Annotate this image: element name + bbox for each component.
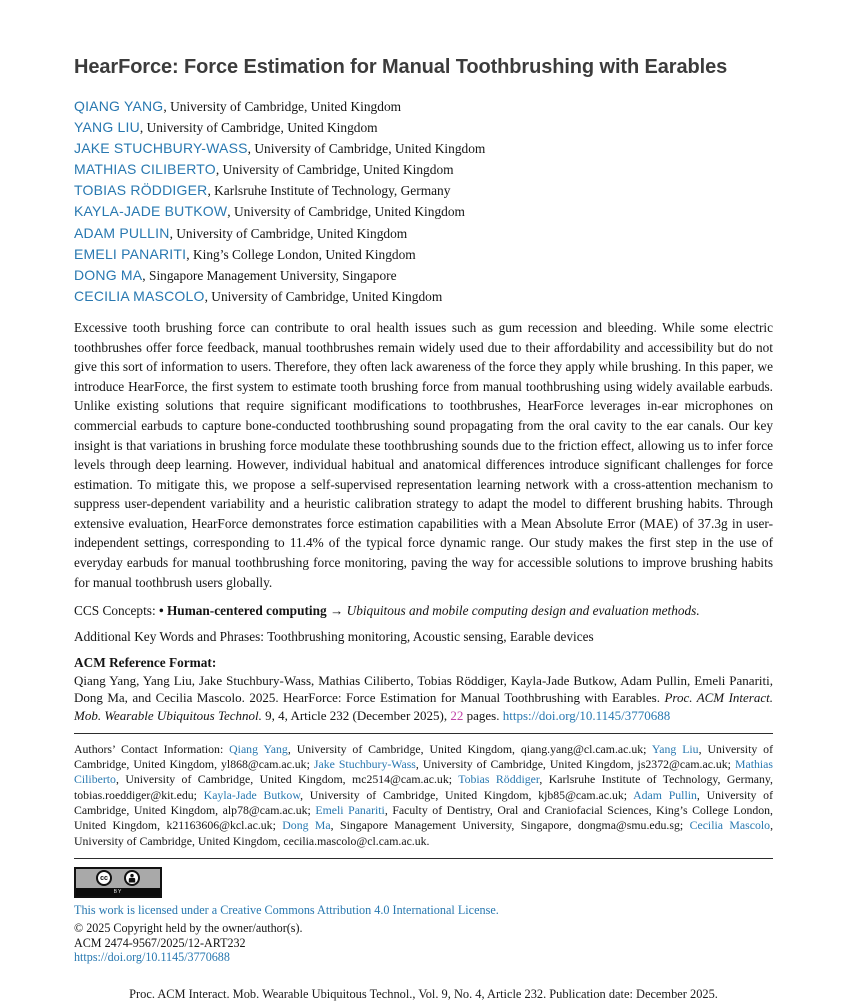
author-separator: , xyxy=(169,225,177,241)
author-affiliation: Karlsruhe Institute of Technology, Germany xyxy=(214,183,451,199)
author-name: MATHIAS CILIBERTO xyxy=(74,161,216,178)
author-name: YANG LIU xyxy=(74,119,140,136)
keywords-label: Additional Key Words and Phrases: xyxy=(74,628,268,644)
author-name: DONG MA xyxy=(74,266,143,283)
ccs-concepts xyxy=(74,601,773,621)
author-separator: , xyxy=(163,99,171,114)
contact-link-cecilia-mascolo[interactable]: Cecilia Mascolo xyxy=(689,818,771,833)
author-row xyxy=(74,138,773,159)
author-affiliation: King’s College London, United Kingdom xyxy=(192,246,416,262)
text-segment: Human-centered computing xyxy=(166,603,327,619)
text-segment: , University of Cambridge, United Kingdom, yl868@cam.ac.uk; xyxy=(74,741,773,772)
author-affiliation: Singapore Management University, Singapore xyxy=(149,267,397,283)
text-segment: Proc. ACM Interact. Mob. Wearable Ubiquitous Technol. xyxy=(74,690,773,723)
author-row xyxy=(74,286,773,307)
contact-link-adam-pullin[interactable]: Adam Pullin xyxy=(633,787,697,802)
author-row xyxy=(74,265,773,286)
text-segment: 9, 4, Article 232 (December 2025), xyxy=(261,707,451,723)
text-segment: → xyxy=(326,603,347,619)
doi-link[interactable]: https://doi.org/10.1145/3770688 xyxy=(502,707,671,723)
pages-link[interactable]: 22 xyxy=(450,707,464,723)
author-affiliation: University of Cambridge, United Kingdom xyxy=(170,99,402,114)
contact-link-mathias-ciliberto[interactable]: Mathias Ciliberto xyxy=(74,757,773,787)
keywords-line xyxy=(74,627,773,647)
author-name: TOBIAS RÖDDIGER xyxy=(74,182,208,199)
copyright-line: © 2025 Copyright held by the owner/author(s). xyxy=(74,920,303,935)
author-separator: , xyxy=(247,141,255,157)
text-segment: , Faculty of Dentistry, Oral and Craniofacial Sciences, King’s College London, United Kingdom, k21163606@kcl.ac.uk; xyxy=(74,803,774,833)
contact-link-dong-ma[interactable]: Dong Ma xyxy=(282,818,331,833)
text-segment: , University of Cambridge, United Kingdom, kjb85@cam.ac.uk; xyxy=(300,787,634,802)
text-segment: , University of Cambridge, United Kingdom, cecilia.mascolo@cl.cam.ac.uk. xyxy=(74,818,774,848)
author-separator: , xyxy=(215,162,223,178)
author-separator: , xyxy=(207,183,215,199)
footer-doi-link[interactable]: https://doi.org/10.1145/3770688 xyxy=(74,950,230,965)
author-list xyxy=(74,96,773,307)
author-affiliation: University of Cambridge, United Kingdom xyxy=(176,225,408,241)
author-row xyxy=(74,117,773,138)
license-link[interactable]: This work is licensed under a Creative Commons Attribution 4.0 International License. xyxy=(74,902,499,917)
text-segment: , Karlsruhe Institute of Technology, Germany, tobias.roeddiger@kit.edu; xyxy=(74,772,773,802)
page-footer: Proc. ACM Interact. Mob. Wearable Ubiquitous Technol., Vol. 9, No. 4, Article 232. Publication date: December 2025. xyxy=(129,986,718,1001)
text-segment: , University of Cambridge, United Kingdom, mc2514@cam.ac.uk; xyxy=(115,772,459,787)
acm-reference-heading: ACM Reference Format: xyxy=(74,655,217,671)
text-segment: , Singapore Management University, Singapore, dongma@smu.edu.sg; xyxy=(330,818,690,833)
text-segment: pages. xyxy=(463,707,503,723)
text-segment: CCS Concepts: xyxy=(74,603,159,619)
acm-reference-section xyxy=(74,654,773,724)
contact-link-qiang-yang[interactable]: Qiang Yang xyxy=(229,741,288,756)
text-segment: Authors’ Contact Information: xyxy=(74,741,230,756)
keywords-text: Toothbrushing monitoring, Acoustic sensing, Earable devices xyxy=(267,628,594,644)
author-separator: , xyxy=(139,120,147,136)
author-separator: , xyxy=(204,288,212,304)
cc-logo-icon: cc xyxy=(96,870,112,886)
contact-link-yang-liu[interactable]: Yang Liu xyxy=(651,741,699,756)
author-row xyxy=(74,201,773,222)
author-affiliation: University of Cambridge, United Kingdom xyxy=(222,162,454,178)
paper-title: HearForce: Force Estimation for Manual Toothbrushing with Earables xyxy=(74,56,728,78)
author-name: CECILIA MASCOLO xyxy=(74,287,205,304)
divider-top-of-contact xyxy=(74,733,773,734)
author-row xyxy=(74,244,773,265)
text-segment: , University of Cambridge, United Kingdom, qiang.yang@cl.cam.ac.uk; xyxy=(287,741,652,756)
acm-reference-text xyxy=(74,672,773,724)
contact-link-emeli-panariti[interactable]: Emeli Panariti xyxy=(315,803,385,818)
author-affiliation: University of Cambridge, United Kingdom xyxy=(146,120,378,136)
author-name: QIANG YANG xyxy=(74,98,164,114)
license-block xyxy=(74,867,773,965)
author-affiliation: University of Cambridge, United Kingdom xyxy=(233,204,465,220)
author-row xyxy=(74,223,773,244)
author-affiliation: University of Cambridge, United Kingdom xyxy=(211,288,443,304)
text-segment: , University of Cambridge, United Kingdom, js2372@cam.ac.uk; xyxy=(415,757,735,772)
contact-link-tobias-roddiger[interactable]: Tobias Röddiger xyxy=(458,772,540,787)
author-affiliation: University of Cambridge, United Kingdom xyxy=(254,141,486,157)
text-segment: Ubiquitous and mobile computing design and evaluation methods. xyxy=(346,603,700,619)
text-segment: Qiang Yang, Yang Liu, Jake Stuchbury-Wass, Mathias Ciliberto, Tobias Röddiger, Kayla-Jade Butkow, Adam Pullin, Emeli Panariti, Dong Ma, and Cecilia Mascolo. 2025. HearForce: Force Estimation for Manual Toothbrushing with Earables. xyxy=(74,673,773,706)
text-segment: • xyxy=(158,603,167,619)
author-separator: , xyxy=(186,246,193,262)
cc-badge-strip: BY xyxy=(76,888,160,896)
abstract-text: Excessive tooth brushing force can contribute to oral health issues such as gum recession and bleeding. While some electric toothbrushes offer force feedback, manual toothbrushes remain widely used due to their affordability and accessibility but do not give this sort of information to users. Therefore, they often lack awareness of the force they apply while brushing. In this paper, we introduce HearForce, the first system to estimate tooth brushing force from manual toothbrushing using widely available earbuds. Unlike existing solutions that require significant modifications to toothbrushes, HearForce leverages in-ear microphones on commercial earbuds to capture bone-conducted toothbrushing sound propagating from the oral cavity to the ear canals. Our key insight is that variations in brushing force modulate these toothbrushing sounds due to the friction effect, allowing us to infer force levels through deep learning. However, individual habitual and anatomical differences introduce significant challenges for force estimation. To mitigate this, we propose a self-supervised representation learning network with a cross-attention mechanism to suppress user-dependent variability and a heuristic calibration strategy to adapt the model to different brushing habits. Through extensive evaluation, HearForce demonstrates force estimation capabilities with a Mean Absolute Error (MAE) of 37.3g in user-independent settings, corresponding to 11.4% of the typical force dynamic range. Our study makes the first step in the use of everyday earbuds for manual toothbrushing force monitoring, paving the way for accessible solutions to improve brushing habits for manual toothbrush users globally. xyxy=(74,319,773,590)
author-name: JAKE STUCHBURY-WASS xyxy=(74,140,248,157)
authors-contact-info xyxy=(74,742,773,849)
author-separator: , xyxy=(142,267,149,283)
author-row xyxy=(74,159,773,180)
author-name: KAYLA-JADE BUTKOW xyxy=(74,203,228,220)
issn-line: ACM 2474-9567/2025/12-ART232 xyxy=(74,935,246,950)
cc-by-badge[interactable] xyxy=(74,867,162,898)
text-segment: , University of Cambridge, United Kingdom, alp78@cam.ac.uk; xyxy=(74,787,774,818)
contact-link-kayla-jade-butkow[interactable]: Kayla-Jade Butkow xyxy=(203,787,301,802)
author-name: ADAM PULLIN xyxy=(74,224,170,241)
contact-link-jake-stuchbury-wass[interactable]: Jake Stuchbury-Wass xyxy=(313,757,416,772)
cc-person-icon xyxy=(124,870,140,886)
author-row xyxy=(74,180,773,201)
divider-top-of-license xyxy=(74,858,773,859)
author-row xyxy=(74,96,773,117)
author-separator: , xyxy=(227,204,234,220)
author-name: EMELI PANARITI xyxy=(74,245,187,262)
cc-badge-top xyxy=(76,869,160,888)
